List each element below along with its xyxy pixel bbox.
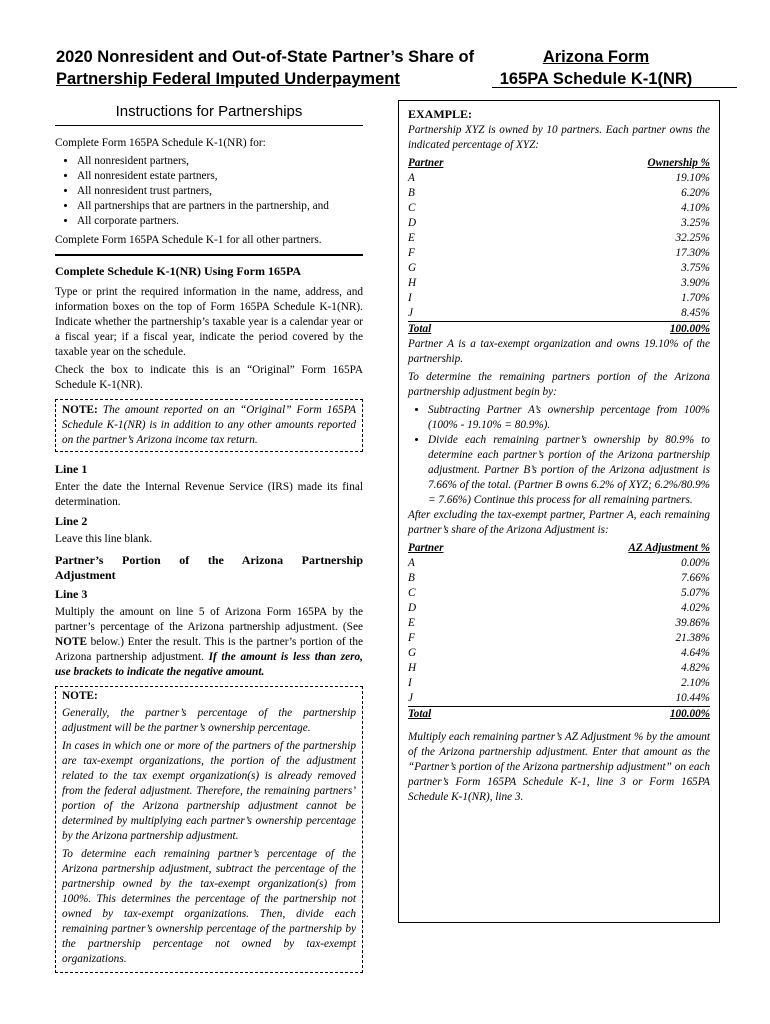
note-label: NOTE: — [62, 404, 98, 416]
table-row — [408, 586, 710, 601]
ownership-table — [408, 156, 710, 337]
table-total-row — [408, 707, 710, 723]
note-2-paragraph-2: In cases in which one or more of the partners of the partnership are tax-exempt organizations, the portion of the adjustment related to the tax exempt organization(s) is already removed from the federal adjustment. Therefore, the remaining partners’ portion of the Arizona partnership adjustment cannot be determined by multiplying each partner’s ownership percentage by the Arizona partnership adjustment. — [62, 740, 356, 842]
table-row — [408, 276, 710, 291]
adjustment-table — [408, 541, 710, 722]
table-total-row — [408, 322, 710, 338]
note-2-paragraph-1: Generally, the partner’s percentage of the partnership adjustment will be the partner’s ownership percentage. — [62, 707, 356, 734]
table-row — [408, 216, 710, 231]
line-3-negative-rule: If the amount is less than zero, use brackets to indicate the negative amount. — [55, 651, 363, 678]
table-row — [408, 556, 710, 571]
table-row — [408, 261, 710, 276]
value-cell: 4.02% — [681, 602, 710, 614]
value-cell: 5.07% — [681, 587, 710, 599]
table-header-row — [408, 156, 710, 171]
partner-cell: F — [408, 247, 415, 259]
partner-cell: H — [408, 662, 417, 674]
steps-list — [408, 403, 710, 508]
table-row — [408, 661, 710, 676]
tax-exempt-paragraph: Partner A is a tax-exempt organization and owns 19.10% of the partnership. — [408, 338, 710, 365]
partner-cell: H — [408, 277, 417, 289]
multiply-paragraph: Multiply each remaining partner’s AZ Adjustment % by the amount of the Arizona partnership adjustment. Enter that amount as the “Partner’s portion of the Arizona partnership adjustment” on each partner’s Form 165PA Schedule K-1, line 3 or Form 165PA Schedule K-1(NR), line 3. — [408, 731, 710, 803]
table-row — [408, 231, 710, 246]
form-schedule: 165PA Schedule K-1(NR) — [499, 70, 693, 88]
instructions-column — [55, 100, 363, 973]
note-box — [55, 399, 363, 452]
value-cell: 4.82% — [681, 662, 710, 674]
value-cell: 2.10% — [681, 677, 710, 689]
table-row — [408, 646, 710, 661]
partner-cell: G — [408, 647, 417, 659]
section-title: Instructions for Partnerships — [55, 104, 363, 126]
partner-cell: G — [408, 262, 417, 274]
form-number — [496, 46, 696, 90]
title-line-1: 2020 Nonresident and Out-of-State Partner’s Share of — [56, 48, 475, 66]
table-row — [408, 676, 710, 691]
line-2-text: Leave this line blank. — [55, 533, 153, 545]
value-cell: 3.25% — [681, 217, 710, 229]
total-value: 100.00% — [517, 322, 710, 338]
value-cell: 17.30% — [675, 247, 710, 259]
partner-cell: J — [408, 307, 413, 319]
line-3-note-ref: NOTE — [55, 636, 88, 648]
note-box-2 — [55, 686, 363, 973]
type-print-paragraph: Type or print the required information in the name, address, and information boxes on the top of Form 165PA Schedule K-1(NR). Indicate whether the partnership’s taxable year is a calendar year or a fiscal year; if a fiscal year, indicate the period covered by the taxable year on the schedule. — [55, 286, 363, 358]
partner-cell: C — [408, 587, 416, 599]
other-partners-text: Complete Form 165PA Schedule K-1 for all other partners. — [55, 234, 322, 246]
partner-cell: C — [408, 202, 416, 214]
title-line-2: Partnership Federal Imputed Underpayment — [56, 70, 400, 88]
note-text: The amount reported on an “Original” Form 165PA Schedule K-1(NR) is in addition to any other amounts reported on the partner’s Arizona income tax return. — [62, 404, 356, 446]
partner-cell: I — [408, 677, 412, 689]
total-label: Total — [408, 707, 499, 723]
table-row — [408, 201, 710, 216]
partner-cell: A — [408, 172, 415, 184]
line-3-text-a: Multiply the amount on line 5 of Arizona Form 165PA by the partner’s percentage of the Arizona partnership adjustment. (See — [55, 606, 363, 633]
check-box-paragraph: Check the box to indicate this is an “Original” Form 165PA Schedule K-1(NR). — [55, 364, 363, 391]
partner-cell: E — [408, 617, 415, 629]
partner-cell: E — [408, 232, 415, 244]
list-item: • All nonresident trust partners, — [77, 184, 363, 199]
value-cell: 0.00% — [681, 557, 710, 569]
value-cell: 1.70% — [681, 292, 710, 304]
column-header-ownership: Ownership % — [647, 157, 710, 169]
table-row — [408, 171, 710, 186]
total-value: 100.00% — [499, 707, 710, 723]
partner-cell: B — [408, 572, 415, 584]
list-item: • All nonresident estate partners, — [77, 169, 363, 184]
list-item: • All nonresident partners, — [77, 154, 363, 169]
table-row — [408, 291, 710, 306]
header-rule — [492, 87, 737, 88]
note-2-title: NOTE: — [62, 690, 98, 702]
value-cell: 6.20% — [681, 187, 710, 199]
partner-cell: F — [408, 632, 415, 644]
form-name: Arizona Form — [542, 48, 650, 66]
determine-paragraph: To determine the remaining partners portion of the Arizona partnership adjustment begin by: — [408, 371, 710, 398]
table-row — [408, 601, 710, 616]
table-header-row — [408, 541, 710, 556]
table-row — [408, 691, 710, 707]
list-item: • Subtracting Partner A’s ownership percentage from 100% (100% - 19.10% = 80.9%). — [428, 403, 710, 433]
divider — [55, 254, 363, 256]
value-cell: 21.38% — [675, 632, 710, 644]
partner-cell: D — [408, 217, 417, 229]
table-row — [408, 631, 710, 646]
line-1-text: Enter the date the Internal Revenue Service (IRS) made its final determination. — [55, 481, 363, 508]
partner-cell: D — [408, 602, 417, 614]
line-1-heading: Line 1 — [55, 462, 88, 476]
list-item: • All partnerships that are partners in the partnership, and — [77, 199, 363, 214]
line-2-heading: Line 2 — [55, 514, 88, 528]
value-cell: 10.44% — [675, 692, 710, 704]
value-cell: 8.45% — [681, 307, 710, 319]
column-header-partner: Partner — [408, 157, 444, 169]
partner-type-list — [55, 154, 363, 229]
example-title: EXAMPLE: — [408, 107, 472, 121]
portion-heading: Partner’s Portion of the Arizona Partnership — [55, 553, 363, 567]
value-cell: 39.86% — [675, 617, 710, 629]
example-box — [398, 100, 720, 923]
form-title — [56, 46, 474, 90]
column-header-adjustment: AZ Adjustment % — [628, 542, 710, 554]
example-intro: Partnership XYZ is owned by 10 partners. Each partner owns the indicated percentage of XYZ: — [408, 124, 710, 151]
value-cell: 32.25% — [675, 232, 710, 244]
sub-heading: Complete Schedule K-1(NR) Using Form 165PA — [55, 264, 302, 278]
value-cell: 3.90% — [681, 277, 710, 289]
value-cell: 7.66% — [681, 572, 710, 584]
table-row — [408, 246, 710, 261]
partner-cell: A — [408, 557, 415, 569]
table-row — [408, 186, 710, 201]
intro-text: Complete Form 165PA Schedule K-1(NR) for: — [55, 137, 266, 149]
value-cell: 4.64% — [681, 647, 710, 659]
partner-cell: B — [408, 187, 415, 199]
partner-cell: J — [408, 692, 413, 704]
table-row — [408, 571, 710, 586]
after-excluding-paragraph: After excluding the tax-exempt partner, Partner A, each remaining partner’s share of the Arizona Adjustment is: — [408, 509, 710, 536]
note-2-paragraph-3: To determine each remaining partner’s percentage of the Arizona partnership adjustment, subtract the percentage of the partnership owned by the tax-exempt organization(s) from 100%. This determines the percentage of the partnership not owned by tax-exempt organizations. Then, divide each remaining partner’s ownership percentage of the partnership by the partnership percentage not owned by tax-exempt organizations. — [62, 848, 356, 965]
table-row — [408, 616, 710, 631]
line-3-heading: Line 3 — [55, 587, 88, 601]
portion-heading-cont: Adjustment — [55, 568, 116, 582]
partner-cell: I — [408, 292, 412, 304]
column-header-partner: Partner — [408, 542, 444, 554]
line-3-text — [55, 605, 363, 680]
total-label: Total — [408, 322, 517, 338]
table-row — [408, 306, 710, 322]
value-cell: 4.10% — [681, 202, 710, 214]
value-cell: 3.75% — [681, 262, 710, 274]
list-item: • Divide each remaining partner’s ownership by 80.9% to determine each partner’s portion of the Arizona partnership adjustment. Partner B’s portion of the Arizona adjustment is 7.66% of the total. (Partner B owns 6.2% of XYZ; 6.2%/80.9% = 7.66%) Continue this process for all remaining partners. — [428, 433, 710, 508]
value-cell: 19.10% — [675, 172, 710, 184]
line-3-text-b: below.) Enter the result. This is the partner’s portion of the Arizona partnership adjustment. — [55, 636, 363, 663]
list-item: • All corporate partners. — [77, 214, 363, 229]
